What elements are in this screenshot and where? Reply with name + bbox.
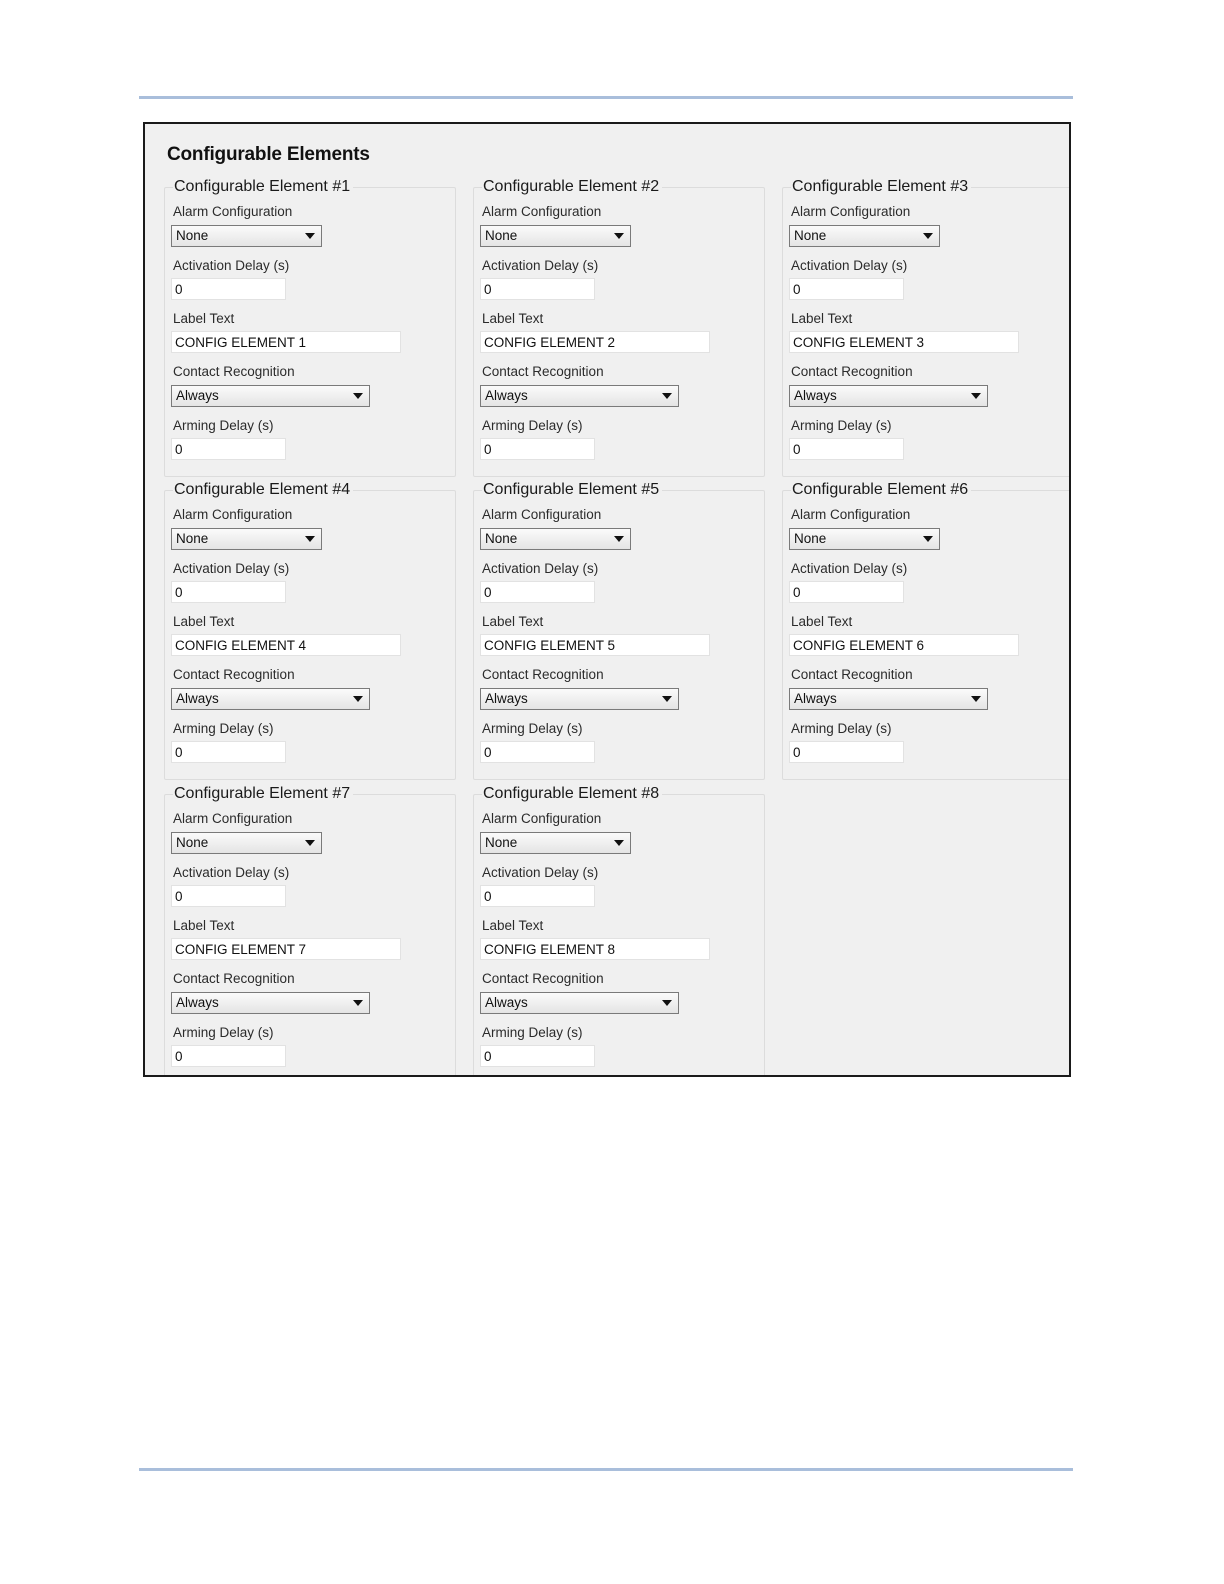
contact-recognition-value: Always	[794, 691, 837, 706]
alarm-config-label: Alarm Configuration	[791, 507, 911, 522]
arming-delay-value: 0	[175, 1049, 183, 1064]
contact-recognition-label: Contact Recognition	[173, 667, 295, 682]
activation-delay-value: 0	[793, 282, 801, 297]
alarm-config-value: None	[176, 835, 209, 850]
arming-delay-input[interactable]	[480, 1045, 595, 1067]
activation-delay-value: 0	[175, 585, 183, 600]
label-text-value: CONFIG ELEMENT 6	[793, 638, 925, 653]
activation-delay-input[interactable]	[789, 581, 904, 603]
chevron-down-icon	[353, 696, 363, 702]
arming-delay-label: Arming Delay (s)	[791, 418, 892, 433]
activation-delay-value: 0	[793, 585, 801, 600]
activation-delay-label: Activation Delay (s)	[482, 258, 599, 273]
label-text-value: CONFIG ELEMENT 3	[793, 335, 925, 350]
activation-delay-label: Activation Delay (s)	[482, 865, 599, 880]
group-title: Configurable Element #5	[482, 481, 662, 499]
group-title: Configurable Element #2	[482, 178, 662, 196]
alarm-config-value: None	[485, 531, 518, 546]
activation-delay-input[interactable]	[480, 278, 595, 300]
arming-delay-value: 0	[484, 745, 492, 760]
alarm-config-select[interactable]	[171, 832, 322, 854]
alarm-config-select[interactable]	[171, 528, 322, 550]
alarm-config-label: Alarm Configuration	[173, 507, 293, 522]
contact-recognition-select[interactable]	[480, 385, 679, 407]
activation-delay-input[interactable]	[789, 278, 904, 300]
chevron-down-icon	[971, 696, 981, 702]
config-element-group-7	[164, 785, 456, 1077]
arming-delay-value: 0	[175, 442, 183, 457]
config-element-group-1	[164, 178, 456, 477]
contact-recognition-label: Contact Recognition	[482, 971, 604, 986]
contact-recognition-label: Contact Recognition	[791, 364, 913, 379]
alarm-config-label: Alarm Configuration	[482, 507, 602, 522]
chevron-down-icon	[662, 393, 672, 399]
arming-delay-value: 0	[793, 442, 801, 457]
label-text-label: Label Text	[482, 311, 544, 326]
arming-delay-input[interactable]	[789, 438, 904, 460]
arming-delay-label: Arming Delay (s)	[482, 721, 583, 736]
label-text-value: CONFIG ELEMENT 4	[175, 638, 307, 653]
chevron-down-icon	[353, 1000, 363, 1006]
contact-recognition-label: Contact Recognition	[482, 667, 604, 682]
alarm-config-label: Alarm Configuration	[173, 811, 293, 826]
activation-delay-value: 0	[484, 889, 492, 904]
activation-delay-value: 0	[484, 282, 492, 297]
alarm-config-value: None	[485, 228, 518, 243]
activation-delay-value: 0	[175, 889, 183, 904]
chevron-down-icon	[305, 233, 315, 239]
alarm-config-select[interactable]	[480, 225, 631, 247]
arming-delay-value: 0	[175, 745, 183, 760]
alarm-config-select[interactable]	[171, 225, 322, 247]
activation-delay-label: Activation Delay (s)	[173, 561, 290, 576]
arming-delay-label: Arming Delay (s)	[173, 1025, 274, 1040]
activation-delay-input[interactable]	[171, 278, 286, 300]
arming-delay-input[interactable]	[789, 741, 904, 763]
contact-recognition-select[interactable]	[789, 688, 988, 710]
label-text-label: Label Text	[791, 614, 853, 629]
chevron-down-icon	[662, 696, 672, 702]
alarm-config-value: None	[794, 228, 827, 243]
arming-delay-input[interactable]	[480, 438, 595, 460]
chevron-down-icon	[614, 233, 624, 239]
chevron-down-icon	[971, 393, 981, 399]
activation-delay-label: Activation Delay (s)	[791, 258, 908, 273]
label-text-input[interactable]	[480, 331, 710, 353]
contact-recognition-value: Always	[485, 691, 528, 706]
chevron-down-icon	[305, 536, 315, 542]
contact-recognition-label: Contact Recognition	[482, 364, 604, 379]
contact-recognition-select[interactable]	[171, 992, 370, 1014]
header-rule	[139, 96, 1073, 99]
footer-rule	[139, 1468, 1073, 1471]
arming-delay-label: Arming Delay (s)	[173, 721, 274, 736]
chevron-down-icon	[305, 840, 315, 846]
contact-recognition-label: Contact Recognition	[173, 971, 295, 986]
label-text-input[interactable]	[171, 634, 401, 656]
arming-delay-label: Arming Delay (s)	[482, 418, 583, 433]
contact-recognition-value: Always	[176, 995, 219, 1010]
contact-recognition-select[interactable]	[480, 688, 679, 710]
contact-recognition-value: Always	[794, 388, 837, 403]
label-text-label: Label Text	[173, 614, 235, 629]
alarm-config-value: None	[176, 531, 209, 546]
arming-delay-input[interactable]	[480, 741, 595, 763]
contact-recognition-select[interactable]	[789, 385, 988, 407]
arming-delay-value: 0	[793, 745, 801, 760]
config-element-group-5	[473, 481, 765, 780]
label-text-label: Label Text	[791, 311, 853, 326]
arming-delay-value: 0	[484, 442, 492, 457]
activation-delay-label: Activation Delay (s)	[482, 561, 599, 576]
label-text-label: Label Text	[482, 614, 544, 629]
label-text-value: CONFIG ELEMENT 8	[484, 942, 616, 957]
alarm-config-select[interactable]	[789, 528, 940, 550]
label-text-input[interactable]	[480, 634, 710, 656]
alarm-config-value: None	[176, 228, 209, 243]
contact-recognition-select[interactable]	[480, 992, 679, 1014]
contact-recognition-value: Always	[176, 388, 219, 403]
window-title: Configurable Elements	[167, 144, 370, 165]
chevron-down-icon	[614, 840, 624, 846]
group-title: Configurable Element #1	[173, 178, 353, 196]
group-title: Configurable Element #8	[482, 785, 662, 803]
group-title: Configurable Element #3	[791, 178, 971, 196]
config-element-group-8	[473, 785, 765, 1077]
arming-delay-label: Arming Delay (s)	[482, 1025, 583, 1040]
label-text-value: CONFIG ELEMENT 2	[484, 335, 616, 350]
activation-delay-value: 0	[175, 282, 183, 297]
label-text-input[interactable]	[480, 938, 710, 960]
label-text-input[interactable]	[789, 331, 1019, 353]
group-title: Configurable Element #4	[173, 481, 353, 499]
alarm-config-value: None	[485, 835, 518, 850]
config-element-group-4	[164, 481, 456, 780]
contact-recognition-select[interactable]	[171, 688, 370, 710]
arming-delay-input[interactable]	[171, 438, 286, 460]
alarm-config-label: Alarm Configuration	[482, 204, 602, 219]
activation-delay-label: Activation Delay (s)	[173, 258, 290, 273]
contact-recognition-select[interactable]	[171, 385, 370, 407]
label-text-value: CONFIG ELEMENT 5	[484, 638, 616, 653]
config-element-group-3	[782, 178, 1071, 477]
label-text-label: Label Text	[173, 918, 235, 933]
alarm-config-label: Alarm Configuration	[482, 811, 602, 826]
contact-recognition-value: Always	[485, 995, 528, 1010]
config-element-group-2	[473, 178, 765, 477]
activation-delay-input[interactable]	[171, 885, 286, 907]
config-element-group-6	[782, 481, 1071, 780]
group-title: Configurable Element #6	[791, 481, 971, 499]
label-text-input[interactable]	[789, 634, 1019, 656]
activation-delay-input[interactable]	[480, 885, 595, 907]
alarm-config-label: Alarm Configuration	[173, 204, 293, 219]
chevron-down-icon	[662, 1000, 672, 1006]
activation-delay-input[interactable]	[480, 581, 595, 603]
label-text-value: CONFIG ELEMENT 7	[175, 942, 307, 957]
activation-delay-label: Activation Delay (s)	[173, 865, 290, 880]
label-text-input[interactable]	[171, 331, 401, 353]
contact-recognition-label: Contact Recognition	[791, 667, 913, 682]
label-text-value: CONFIG ELEMENT 1	[175, 335, 307, 350]
alarm-config-select[interactable]	[480, 832, 631, 854]
label-text-label: Label Text	[173, 311, 235, 326]
arming-delay-input[interactable]	[171, 741, 286, 763]
alarm-config-value: None	[794, 531, 827, 546]
arming-delay-label: Arming Delay (s)	[791, 721, 892, 736]
chevron-down-icon	[353, 393, 363, 399]
configurable-elements-window	[143, 122, 1071, 1077]
alarm-config-select[interactable]	[789, 225, 940, 247]
arming-delay-value: 0	[484, 1049, 492, 1064]
contact-recognition-value: Always	[485, 388, 528, 403]
activation-delay-label: Activation Delay (s)	[791, 561, 908, 576]
chevron-down-icon	[923, 233, 933, 239]
group-title: Configurable Element #7	[173, 785, 353, 803]
activation-delay-value: 0	[484, 585, 492, 600]
contact-recognition-label: Contact Recognition	[173, 364, 295, 379]
chevron-down-icon	[614, 536, 624, 542]
arming-delay-label: Arming Delay (s)	[173, 418, 274, 433]
chevron-down-icon	[923, 536, 933, 542]
contact-recognition-value: Always	[176, 691, 219, 706]
label-text-input[interactable]	[171, 938, 401, 960]
arming-delay-input[interactable]	[171, 1045, 286, 1067]
alarm-config-select[interactable]	[480, 528, 631, 550]
alarm-config-label: Alarm Configuration	[791, 204, 911, 219]
label-text-label: Label Text	[482, 918, 544, 933]
activation-delay-input[interactable]	[171, 581, 286, 603]
